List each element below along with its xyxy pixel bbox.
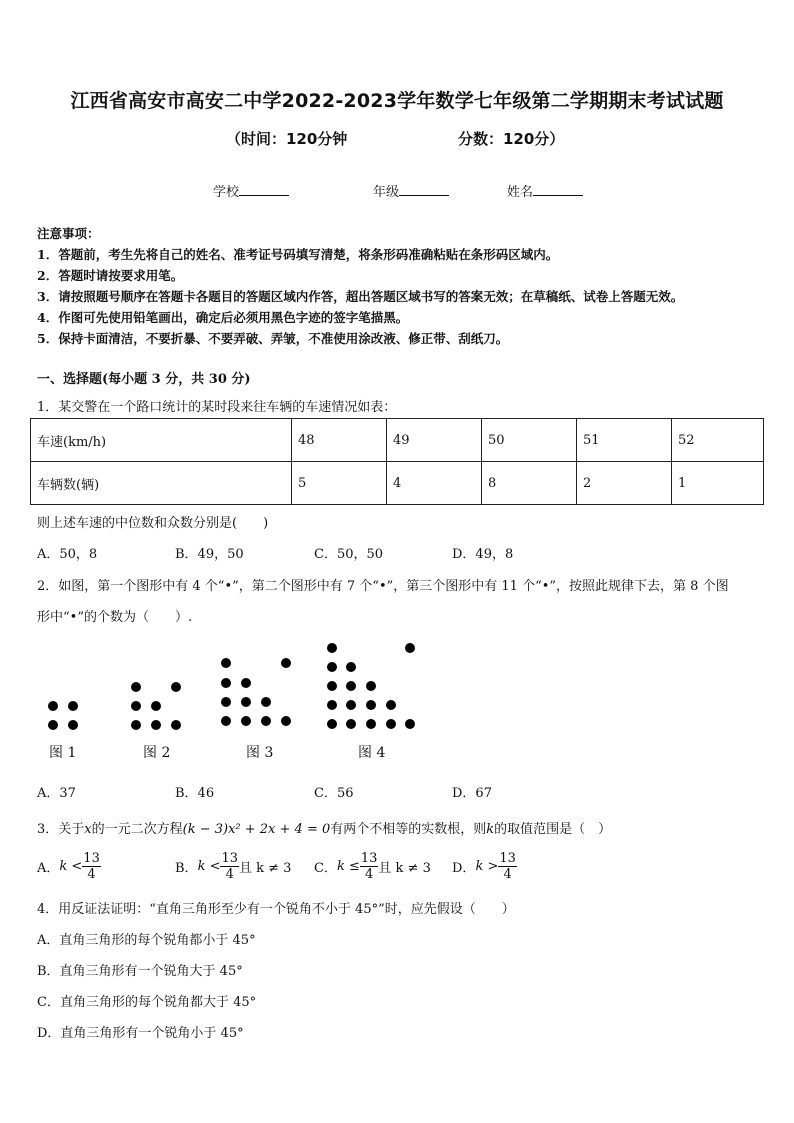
q3-option-d [452, 851, 517, 882]
speed-table [30, 418, 764, 505]
dot [346, 681, 356, 691]
fraction [82, 851, 101, 882]
dot [366, 681, 376, 691]
denominator: 4 [87, 867, 96, 882]
dot [346, 662, 356, 672]
option-letter: C． [314, 861, 337, 876]
dot [405, 643, 415, 653]
dot [366, 700, 376, 710]
option-letter: A． [37, 861, 60, 876]
dot [346, 719, 356, 729]
numerator: 13 [499, 851, 516, 866]
dot [131, 720, 141, 730]
q2-stem-line2: 形中“•”的个数为（ ）. [37, 610, 193, 625]
page-title: 江西省高安市高安二中学2022-2023学年数学七年级第二学期期末考试试题 [70, 90, 724, 112]
q1-option-c: C．50，50 [314, 547, 384, 562]
dot [68, 701, 78, 711]
q3-suffix: 的取值范围是（ ） [494, 822, 612, 837]
q1-option-d: D．49，8 [452, 547, 514, 562]
dot [327, 643, 337, 653]
dot [281, 716, 291, 726]
figure-label: 图 1 [49, 745, 77, 761]
figure-label: 图 2 [143, 745, 171, 761]
dot [221, 678, 231, 688]
dot [327, 662, 337, 672]
dot [48, 701, 58, 711]
q3-option-c [314, 851, 431, 882]
dot [386, 719, 396, 729]
exam-time: （时间：120分钟 [226, 130, 348, 148]
dot [241, 716, 251, 726]
grade-blank [399, 183, 449, 196]
grade-label: 年级 [373, 185, 400, 200]
section-heading: 一、选择题(每小题 3 分，共 30 分) [37, 372, 251, 387]
q3-equation: (k − 3)x² + 2x + 4 = 0 [182, 822, 331, 837]
table-cell: 51 [577, 419, 672, 462]
note-item: 1．答题前，考生先将自己的姓名、准考证号码填写清楚，将条形码准确粘贴在条形码区域内。 [37, 247, 559, 262]
figure-label: 图 4 [358, 745, 386, 761]
fraction [220, 851, 239, 882]
q4-option-c: C．直角三角形的每个锐角都大于 45° [37, 995, 257, 1010]
table-cell: 4 [387, 462, 482, 505]
fraction [360, 851, 379, 882]
option-letter: D． [452, 861, 476, 876]
dot [221, 716, 231, 726]
dot [68, 720, 78, 730]
denominator: 4 [364, 867, 374, 882]
dot [346, 700, 356, 710]
denominator: 4 [225, 867, 234, 882]
q3-mid1: 的一元二次方程 [91, 822, 183, 837]
grade-field [373, 181, 449, 200]
q3-var-k: k [486, 822, 495, 837]
school-label: 学校 [213, 185, 240, 200]
notes-heading: 注意事项： [37, 226, 100, 241]
option-lhs: k < [197, 859, 221, 874]
q1-question: 则上述车速的中位数和众数分别是( ) [37, 516, 269, 531]
numerator: 13 [360, 851, 378, 866]
q3-prefix: 3．关于 [37, 822, 85, 837]
dot [151, 701, 161, 711]
option-tail: 且 k ≠ 3 [239, 861, 292, 876]
note-item: 3．请按照题号顺序在答题卡各题目的答题区域内作答，超出答题区域书写的答案无效；在草稿纸、试卷上答题无效。 [37, 289, 684, 304]
fraction [498, 851, 517, 882]
option-letter: B． [175, 861, 198, 876]
dot [261, 716, 271, 726]
option-lhs: k < [59, 859, 83, 874]
q2-option-d: D．67 [452, 786, 492, 801]
table-cell: 2 [577, 462, 672, 505]
table-cell: 1 [672, 462, 764, 505]
exam-score: 分数：120分） [458, 130, 565, 148]
dot [131, 682, 141, 692]
numerator: 13 [221, 851, 239, 866]
dot [171, 682, 181, 692]
dot [261, 697, 271, 707]
note-item: 4．作图可先使用铅笔画出，确定后必须用黑色字迹的签字笔描黑。 [37, 310, 409, 325]
q3-option-b [175, 851, 291, 882]
dot [327, 719, 337, 729]
q4-option-a: A．直角三角形的每个锐角都小于 45° [37, 933, 256, 948]
denominator: 4 [503, 867, 512, 882]
dot [221, 697, 231, 707]
table-cell: 49 [387, 419, 482, 462]
table-cell: 车辆数(辆) [31, 462, 292, 505]
table-row [31, 419, 764, 462]
table-cell: 8 [482, 462, 577, 505]
q1-stem: 1．某交警在一个路口统计的某时段来往车辆的车速情况如表： [37, 400, 397, 415]
dot [327, 681, 337, 691]
table-cell: 车速(km/h) [31, 419, 292, 462]
q3-stem [37, 818, 611, 837]
dot [327, 700, 337, 710]
table-cell: 48 [292, 419, 387, 462]
q4-stem: 4．用反证法证明：“直角三角形至少有一个锐角不小于 45°”时，应先假设（ ） [37, 902, 515, 917]
dot [171, 720, 181, 730]
dot [221, 658, 231, 668]
numerator: 13 [83, 851, 100, 866]
table-row [31, 462, 764, 505]
q1-option-a: A．50，8 [37, 547, 98, 562]
dot [241, 678, 251, 688]
dot [131, 701, 141, 711]
q3-var-x: x [84, 822, 92, 837]
table-cell: 5 [292, 462, 387, 505]
name-field [507, 181, 583, 200]
figure-label: 图 3 [246, 745, 274, 761]
q3-option-a [37, 851, 101, 882]
table-cell: 50 [482, 419, 577, 462]
dot [241, 697, 251, 707]
q3-mid2: 有两个不相等的实数根，则 [330, 822, 487, 837]
option-lhs: k ≤ [336, 859, 360, 874]
name-label: 姓名 [507, 185, 534, 200]
table-cell: 52 [672, 419, 764, 462]
note-item: 2．答题时请按要求用笔。 [37, 268, 184, 283]
school-field [213, 181, 289, 200]
dot [366, 719, 376, 729]
dot [386, 700, 396, 710]
q4-option-d: D．直角三角形有一个锐角小于 45° [37, 1026, 244, 1041]
dot [281, 658, 291, 668]
dot [48, 720, 58, 730]
option-lhs: k > [475, 859, 499, 874]
q1-option-b: B．49，50 [175, 547, 244, 562]
q4-option-b: B．直角三角形有一个锐角大于 45° [37, 964, 243, 979]
name-blank [533, 183, 583, 196]
q2-option-b: B．46 [175, 786, 215, 801]
q2-stem-line1: 2．如图，第一个图形中有 4 个“•”，第二个图形中有 7 个“•”，第三个图形中有 11 个“•”，按照此规律下去，第 8 个图 [37, 579, 729, 594]
q2-option-c: C．56 [314, 786, 354, 801]
note-item: 5．保持卡面清洁，不要折暴、不要弄破、弄皱，不准使用涂改液、修正带、刮纸刀。 [37, 331, 509, 346]
dot [151, 720, 161, 730]
school-blank [239, 183, 289, 196]
option-tail: 且 k ≠ 3 [378, 861, 431, 876]
q2-option-a: A．37 [37, 786, 76, 801]
dot [405, 719, 415, 729]
